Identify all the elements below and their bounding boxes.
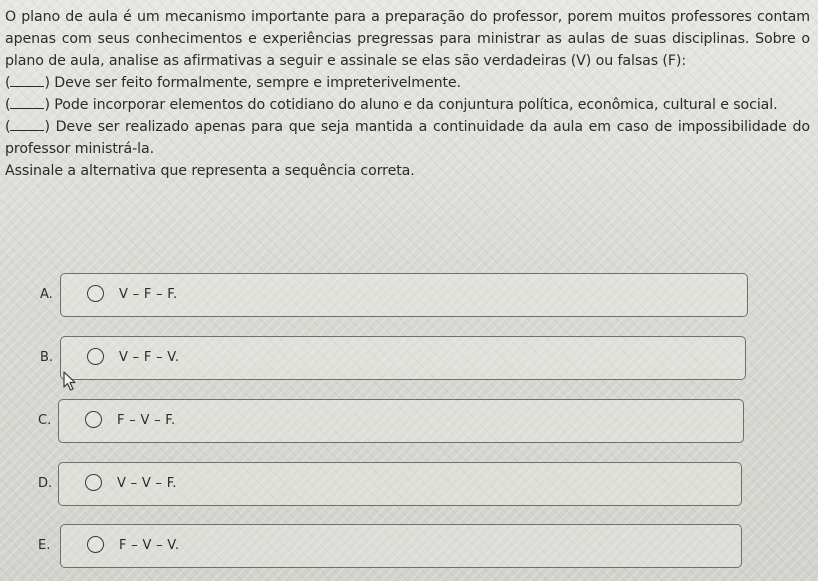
statement-3-open: ( <box>5 119 11 135</box>
option-d-text: V – V – F. <box>117 476 177 491</box>
option-c-box[interactable] <box>58 399 744 443</box>
statement-2-blank <box>10 96 44 109</box>
option-b[interactable] <box>40 336 750 380</box>
option-a[interactable] <box>40 273 750 317</box>
option-d-radio[interactable] <box>85 474 102 491</box>
statement-1-open: ( <box>5 75 11 91</box>
option-b-radio[interactable] <box>87 348 104 365</box>
statement-3-blank <box>10 118 44 131</box>
question-block <box>5 6 810 182</box>
option-b-letter: B. <box>40 350 54 365</box>
option-b-text: V – F – V. <box>119 350 180 365</box>
mouse-cursor-icon <box>63 371 77 391</box>
statement-3 <box>5 116 810 160</box>
option-a-radio[interactable] <box>87 285 104 302</box>
option-b-box[interactable] <box>60 336 746 380</box>
question-intro: O plano de aula é um mecanismo importante para a preparação do professor, porem muitos professores contam apenas com seus conhecimentos e experiências pregressas para ministrar as aulas de suas disciplinas. Sobre o plano de aula, analise as afirmativas a seguir e assinale se elas são verdadeiras (V) ou falsas (F): <box>5 9 810 69</box>
option-a-text: V – F – F. <box>119 287 178 302</box>
statement-2 <box>5 94 810 116</box>
option-d[interactable] <box>38 462 748 506</box>
statement-1 <box>5 72 810 94</box>
option-d-letter: D. <box>38 476 53 491</box>
option-c-radio[interactable] <box>85 411 102 428</box>
option-c-text: F – V – F. <box>117 413 176 428</box>
question-prompt: Assinale a alternativa que representa a sequência correta. <box>5 163 415 179</box>
option-e-radio[interactable] <box>87 536 104 553</box>
option-a-letter: A. <box>40 287 53 302</box>
option-a-box[interactable] <box>60 273 748 317</box>
statement-2-open: ( <box>5 97 11 113</box>
option-d-box[interactable] <box>58 462 742 506</box>
statement-2-text: Pode incorporar elementos do cotidiano do aluno e da conjuntura política, econômica, cultural e social. <box>54 97 778 113</box>
option-e-letter: E. <box>38 538 51 553</box>
statement-3-text: Deve ser realizado apenas para que seja mantida a continuidade da aula em caso de impossibilidade do professor ministrá-la. <box>5 119 810 157</box>
option-c[interactable] <box>38 399 748 443</box>
statement-2-close: ) <box>44 97 50 113</box>
option-c-letter: C. <box>38 413 52 428</box>
statement-1-blank <box>10 74 44 87</box>
option-e[interactable] <box>38 524 748 568</box>
option-e-text: F – V – V. <box>119 538 180 553</box>
statement-1-close: ) <box>44 75 50 91</box>
statement-1-text: Deve ser feito formalmente, sempre e impreterivelmente. <box>54 75 461 91</box>
statement-3-close: ) <box>44 119 50 135</box>
option-e-box[interactable] <box>60 524 742 568</box>
